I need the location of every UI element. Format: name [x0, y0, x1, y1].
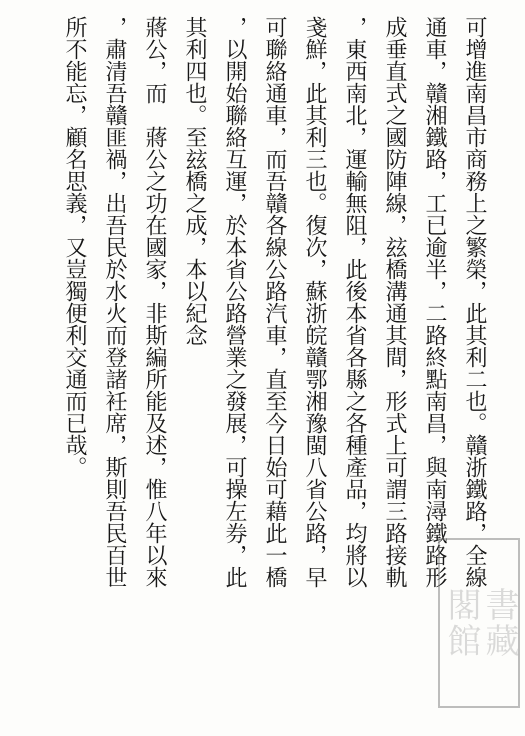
- text-column-10: ，肅清吾贛匪禍，出吾民於水火而登諸衽席，斯則吾民百世: [102, 16, 127, 588]
- text-column-6: 可聯絡通車，而吾贛各線公路汽車，直至今日始可藉此一橋: [262, 16, 287, 588]
- text-column-11: 所不能忘，顧名思義，又豈獨便利交通而已哉。: [62, 16, 87, 478]
- text-column-7: ，以開始聯絡互運，於本省公路營業之發展，可操左券，此: [222, 16, 247, 588]
- text-column-3: 成垂直式之國防陣線，玆橋溝通其間，形式上可謂三路接軌: [382, 16, 407, 588]
- text-column-2: 通車，贛湘鐵路，工已逾半，二路終點南昌，與南潯鐵路形: [422, 16, 447, 588]
- text-column-9: 蔣公，而 蔣公之功在國家，非斯編所能及述，惟八年以來: [142, 16, 167, 588]
- text-column-8: 其利四也。至玆橋之成，本以紀念: [182, 16, 207, 346]
- text-column-1: 可增進南昌市商務上之繁榮，此其利二也。贛浙鐵路，全線: [462, 16, 487, 588]
- seal-text-left: 閣館: [441, 587, 481, 659]
- text-column-4: ，東西南北，運輸無阻，此後本省各縣之各種產品，均將以: [342, 16, 367, 588]
- text-column-5: 戔鮮，此其利三也。復次，蘇浙皖贛鄂湘豫閩八省公路，早: [302, 16, 327, 588]
- seal-text-right: 書藏: [479, 587, 519, 659]
